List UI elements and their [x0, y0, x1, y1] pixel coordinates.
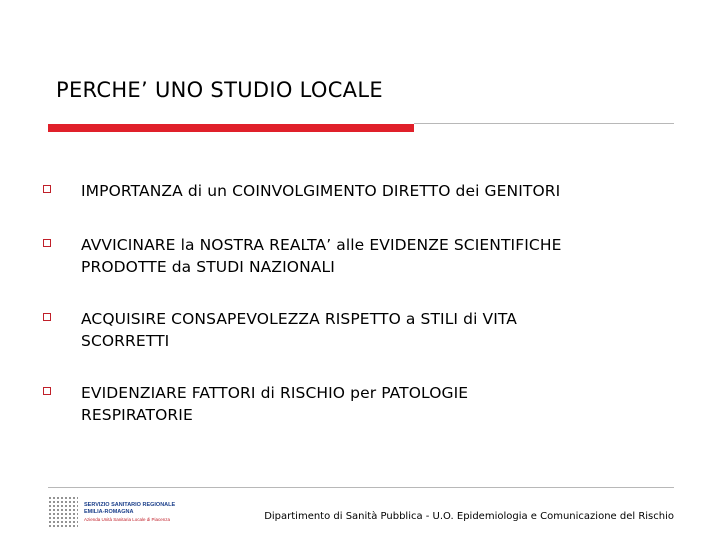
- bullet-line: ACQUISIRE CONSAPEVOLEZZA RISPETTO a STILI di VITA: [81, 310, 517, 328]
- slide-title: PERCHE’ UNO STUDIO LOCALE: [56, 78, 383, 102]
- footer-divider: [48, 487, 674, 488]
- bullet-item: [40, 234, 700, 278]
- bullet-line: SCORRETTI: [81, 332, 170, 350]
- bullet-item: [40, 308, 700, 352]
- bullet-line: EVIDENZIARE FATTORI di RISCHIO per PATOLOGIE: [81, 384, 469, 402]
- logo-text: [84, 502, 175, 523]
- dot-grid-logo-icon: [48, 496, 78, 528]
- bullet-item: [40, 180, 700, 202]
- title-underline-gray: [414, 123, 674, 124]
- square-bullet-icon: [43, 185, 51, 193]
- bullet-text: [81, 308, 681, 352]
- square-bullet-icon: [43, 239, 51, 247]
- title-underline-red: [48, 124, 414, 132]
- bullet-item: [40, 382, 700, 426]
- logo-line-1: SERVIZIO SANITARIO REGIONALE: [84, 501, 176, 508]
- square-bullet-icon: [43, 387, 51, 395]
- bullet-line: PRODOTTE da STUDI NAZIONALI: [81, 258, 335, 276]
- bullet-line: RESPIRATORIE: [81, 406, 193, 424]
- footer-department: Dipartimento di Sanità Pubblica - U.O. Epidemiologia e Comunicazione del Rischio: [264, 511, 674, 522]
- bullet-line: AVVICINARE la NOSTRA REALTA’ alle EVIDENZE SCIENTIFICHE: [81, 236, 562, 254]
- bullet-text: [81, 180, 681, 202]
- square-bullet-icon: [43, 313, 51, 321]
- logo-line-2: EMILIA-ROMAGNA: [84, 508, 134, 515]
- bullet-line: IMPORTANZA di un COINVOLGIMENTO DIRETTO dei GENITORI: [81, 182, 561, 200]
- logo-line-3: Azienda Unità Sanitaria Locale di Piacenza: [84, 516, 171, 522]
- bullet-text: [81, 234, 681, 278]
- organization-logo: [48, 495, 198, 529]
- bullet-text: [81, 382, 681, 426]
